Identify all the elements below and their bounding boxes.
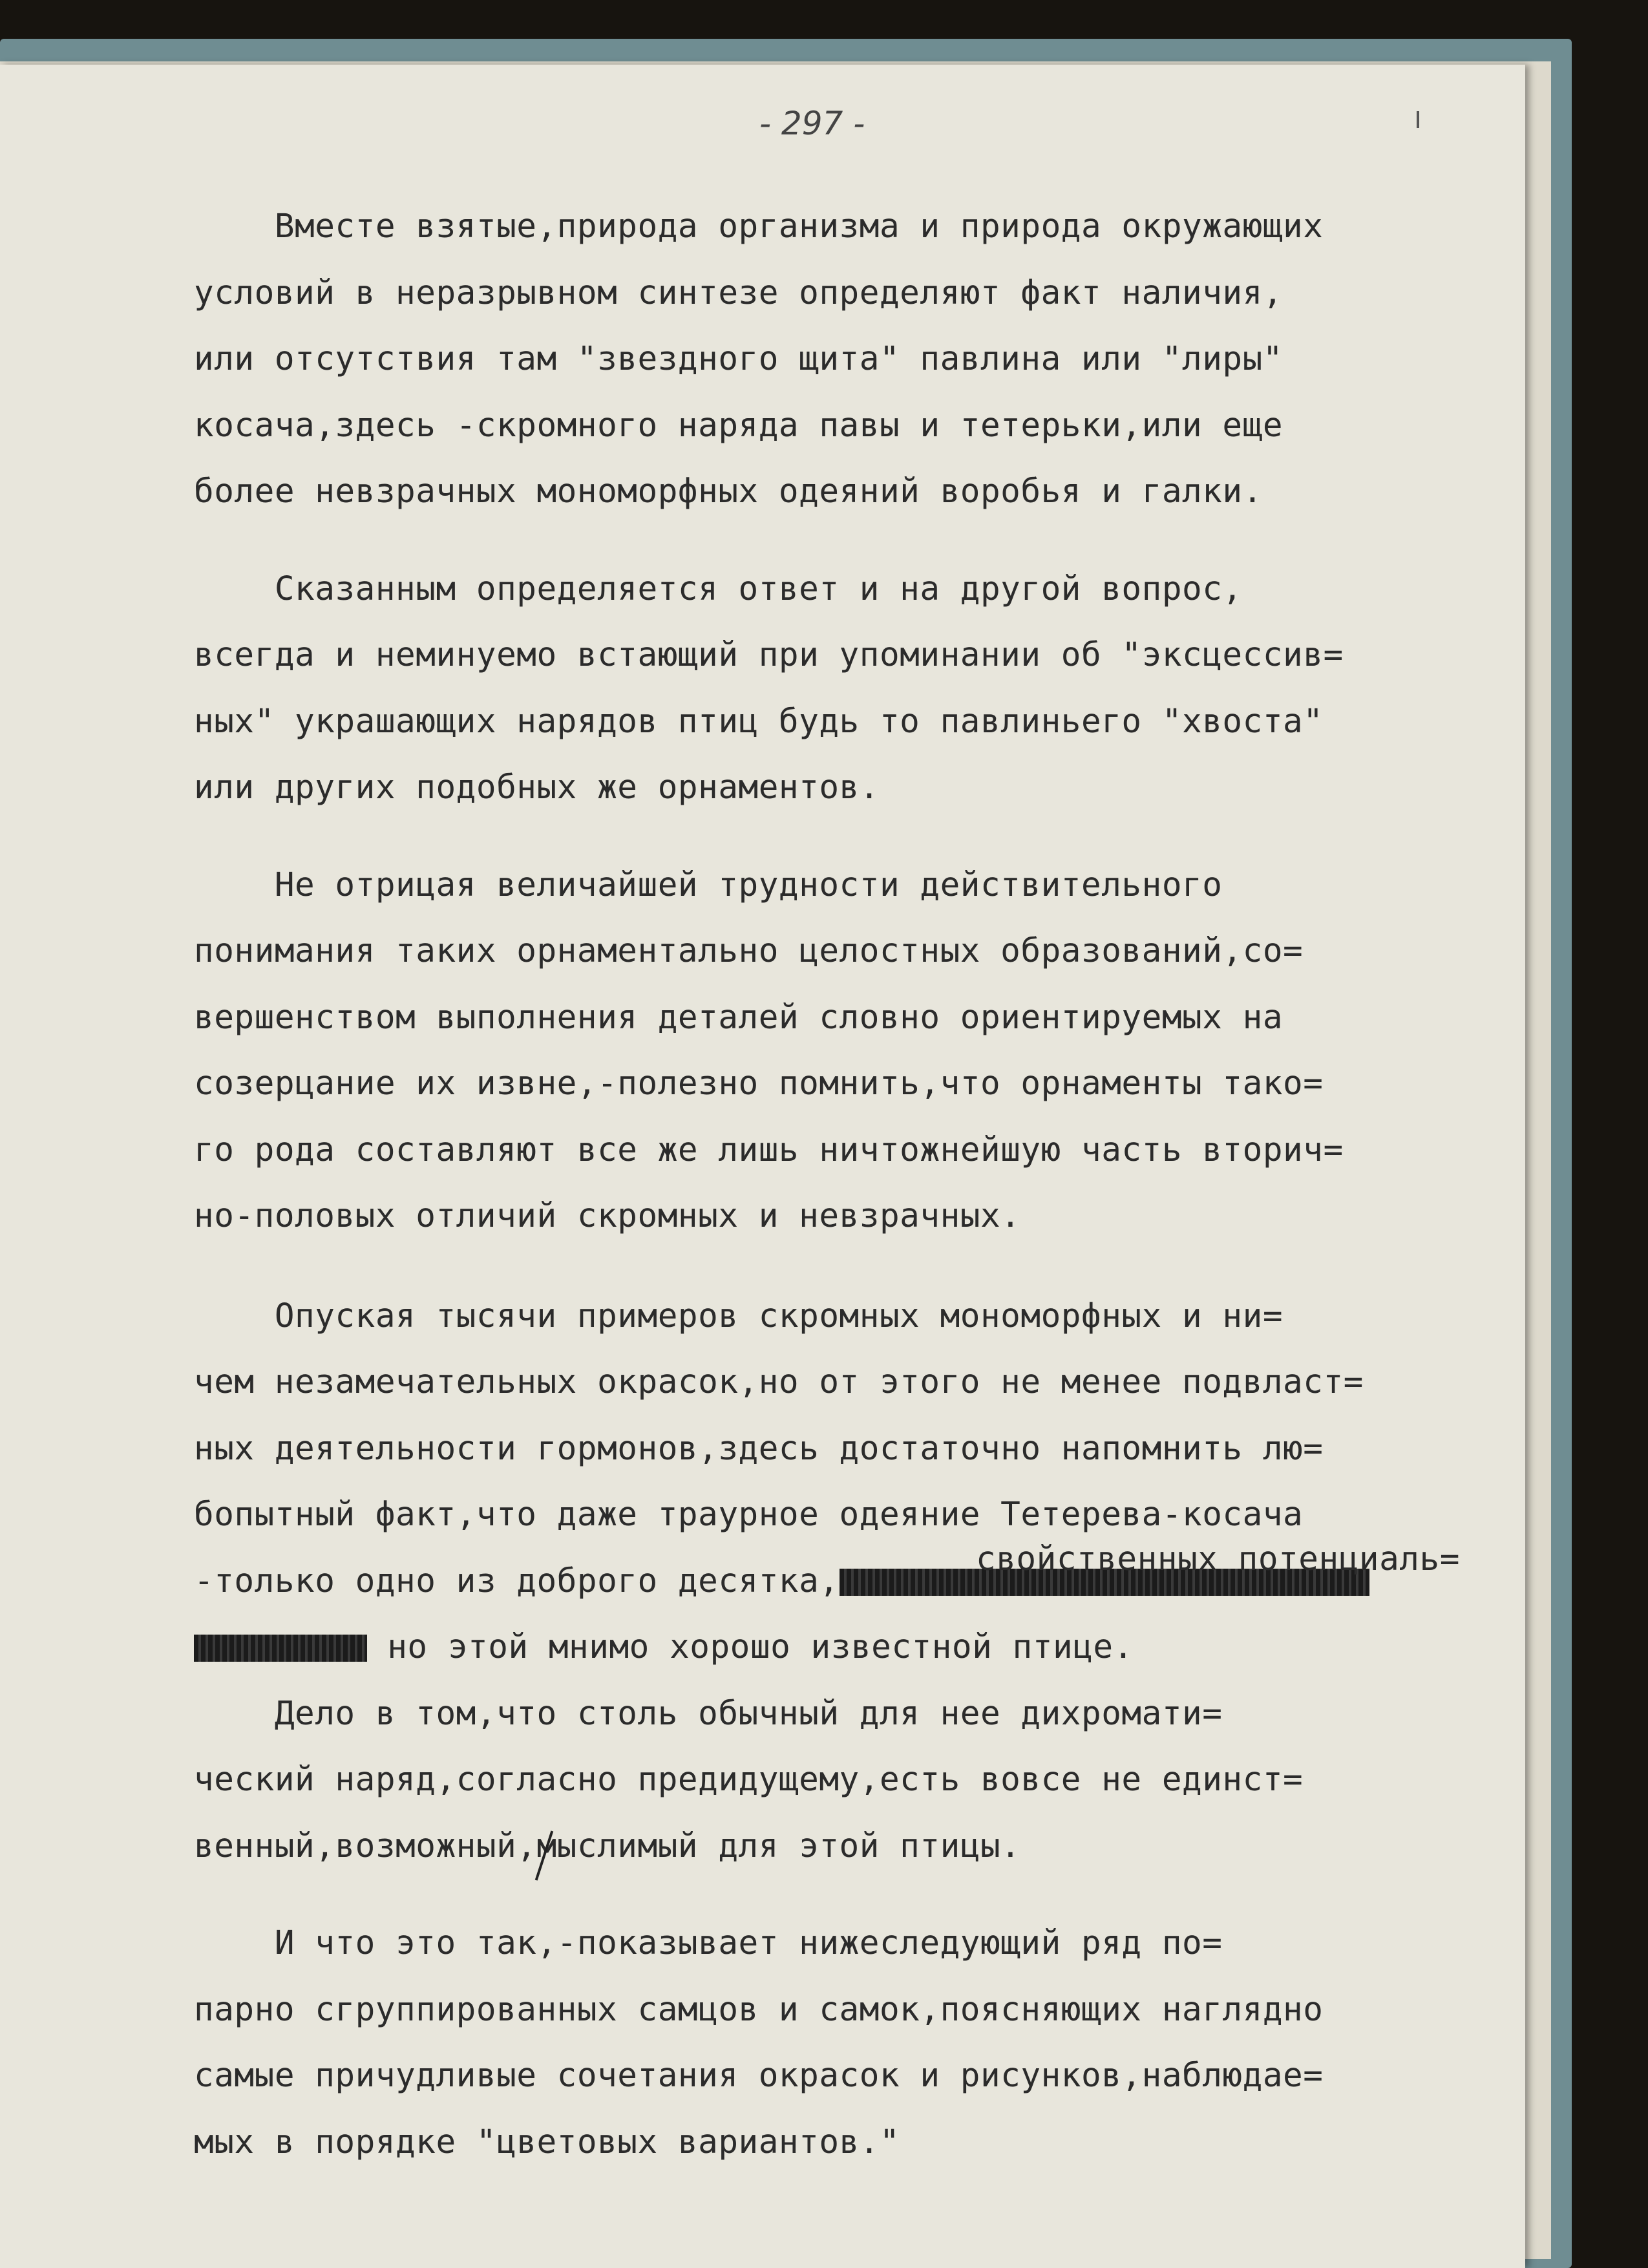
text-line: чем незамечательных окрасок,но от этого не менее подвласт=	[194, 1363, 1364, 1401]
body-text	[194, 194, 1499, 2176]
paragraph-6	[194, 1911, 1499, 2176]
text-line: го рода составляют все же лишь ничтожнейшую часть вторич=	[194, 1130, 1344, 1169]
struck-out-text	[194, 1635, 367, 1662]
text-line: самые причудливые сочетания окрасок и рисунков,наблюдае=	[194, 2057, 1324, 2095]
page-number: - 297 -	[759, 105, 865, 142]
text-line: но-половых отличий скромных и невзрачных.	[194, 1197, 1021, 1235]
text-line: Не отрицая величайшей трудности действительного	[194, 865, 1223, 904]
text-line: Опуская тысячи примеров скромных мономорфных и ни=	[194, 1297, 1284, 1335]
text-line: венный,возможный,мыслимый для этой птицы.	[194, 1827, 1021, 1865]
text-line: созерцание их извне,-полезно помнить,что орнаменты тако=	[194, 1065, 1324, 1103]
text-line: ных деятельности гормонов,здесь достаточно напомнить лю=	[194, 1429, 1324, 1468]
text-line	[194, 1615, 1499, 1681]
text-line: более невзрачных мономорфных одеяний воробья и галки.	[194, 472, 1263, 511]
typewritten-page	[0, 65, 1525, 2268]
paragraph-4	[194, 1284, 1499, 1681]
text-line: Сказанным определяется ответ и на другой вопрос,	[194, 569, 1243, 608]
text-line: всегда и неминуемо встающий при упоминании об "эксцессив=	[194, 636, 1344, 674]
text-line: или других подобных же орнаментов.	[194, 768, 880, 807]
text-line: Вместе взятые,природа организма и природа окружающих	[194, 207, 1324, 246]
text-line: мых в порядке "цветовых вариантов."	[194, 2123, 900, 2161]
text-line: вершенством выполнения деталей словно ориентируемых на	[194, 998, 1284, 1037]
text-line: ных" украшающих нарядов птиц будь то павлиньего "хвоста"	[194, 702, 1324, 741]
text-line: бопытный факт,что даже траурное одеяние Тетерева-косача	[194, 1496, 1304, 1534]
paragraph-2	[194, 556, 1499, 821]
line-before-strike: -только одно из доброго десятка,	[194, 1562, 840, 1600]
text-line: Дело в том,что столь обычный для нее дихромати=	[194, 1694, 1223, 1733]
text-line: ческий наряд,согласно предидущему,есть вовсе не единст=	[194, 1761, 1304, 1799]
line-after-strike: но этой мнимо хорошо известной птице.	[367, 1628, 1134, 1666]
text-line: И что это так,-показывает нижеследующий ряд по=	[194, 1924, 1223, 1962]
paragraph-3	[194, 853, 1499, 1250]
paragraph-5	[194, 1681, 1499, 1880]
text-line: или отсутствия там "звездного щита" павлина или "лиры"	[194, 340, 1284, 378]
text-line: условий в неразрывном синтезе определяют факт наличия,	[194, 273, 1284, 312]
inserted-text: свойственных потенциаль=	[976, 1540, 1460, 1578]
paragraph-1	[194, 194, 1499, 525]
text-line: парно сгруппированных самцов и самок,поясняющих наглядно	[194, 1990, 1324, 2029]
text-line: понимания таких орнаментально целостных образований,со=	[194, 932, 1304, 970]
corner-mark	[1417, 111, 1419, 128]
text-line: косача,здесь -скромного наряда павы и тетерьки,или еще	[194, 406, 1284, 445]
